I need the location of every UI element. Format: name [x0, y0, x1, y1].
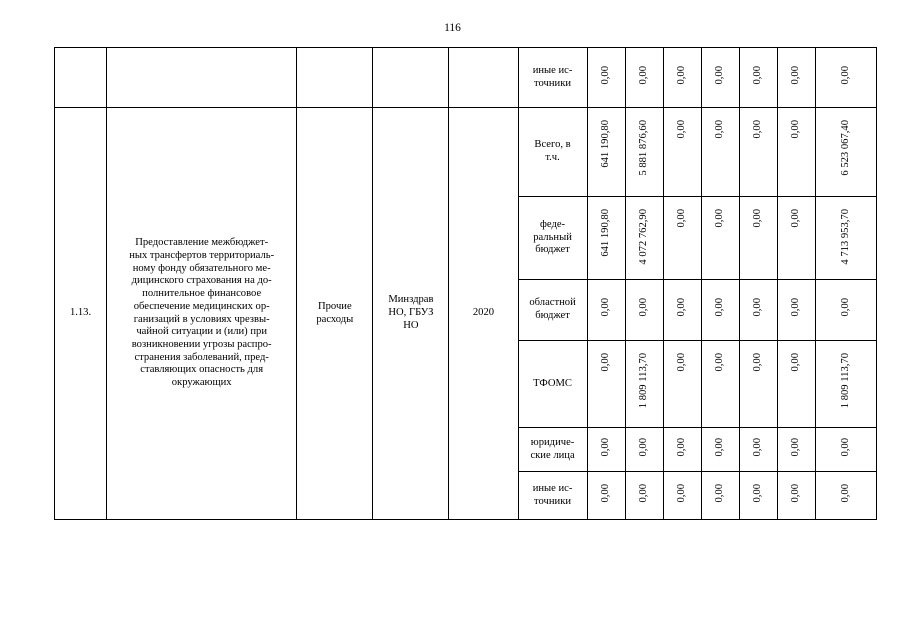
- value-cell-text: 0,00: [637, 65, 649, 85]
- expense-type: Прочие расходы: [297, 108, 373, 520]
- value-cell: [625, 428, 663, 472]
- value-cell-text: 6 523 067,40: [839, 120, 851, 176]
- value-cell: [625, 108, 663, 197]
- value-cell: [739, 341, 777, 428]
- value-cell: [587, 472, 625, 520]
- value-cell: [777, 341, 815, 428]
- value-cell-text: 0,00: [637, 298, 649, 317]
- value-cell-text: 0,00: [713, 353, 725, 372]
- value-cell: [701, 108, 739, 197]
- value-cell: [739, 280, 777, 341]
- value-cell-text: 0,00: [713, 483, 725, 503]
- value-cell: [663, 108, 701, 197]
- table-row: [55, 48, 877, 108]
- table-row: [55, 108, 877, 197]
- value-cell: [625, 280, 663, 341]
- value-cell-text: 0,00: [599, 353, 611, 372]
- value-cell-text: 0,00: [789, 437, 801, 457]
- value-cell-text: 0,00: [789, 209, 801, 228]
- value-cell: [587, 197, 625, 280]
- value-cell-text: 0,00: [713, 298, 725, 317]
- source-cell: Всего, в т.ч.: [518, 108, 587, 197]
- number-cell: [55, 48, 107, 108]
- value-cell-text: 0,00: [675, 353, 687, 372]
- value-cell: [815, 341, 876, 428]
- value-cell: [815, 428, 876, 472]
- value-cell-text: 4 072 762,90: [637, 209, 649, 265]
- value-cell-text: 641 190,80: [599, 209, 611, 257]
- source-cell: феде- ральный бюджет: [518, 197, 587, 280]
- value-cell: [625, 48, 663, 108]
- value-cell-text: 0,00: [789, 353, 801, 372]
- value-cell: [815, 48, 876, 108]
- value-cell-text: 1 809 113,70: [637, 353, 649, 409]
- value-cell-text: 0,00: [713, 437, 725, 457]
- value-cell-text: 0,00: [599, 298, 611, 317]
- value-cell: [777, 48, 815, 108]
- value-cell-text: 1 809 113,70: [839, 353, 851, 409]
- value-cell-text: 0,00: [751, 483, 763, 503]
- value-cell: [663, 48, 701, 108]
- value-cell-text: 0,00: [713, 120, 725, 139]
- source-cell: иные ис- точники: [518, 472, 587, 520]
- value-cell-text: 0,00: [713, 209, 725, 228]
- value-cell: [777, 108, 815, 197]
- value-cell: [739, 472, 777, 520]
- value-cell-text: 0,00: [675, 65, 687, 85]
- value-cell-text: 0,00: [751, 120, 763, 139]
- value-cell-text: 0,00: [839, 437, 851, 457]
- value-cell-text: 4 713 953,70: [839, 209, 851, 265]
- value-cell-text: 0,00: [599, 65, 611, 85]
- value-cell-text: 0,00: [751, 298, 763, 317]
- description-cell: [107, 48, 297, 108]
- value-cell-text: 0,00: [675, 120, 687, 139]
- value-cell: [625, 197, 663, 280]
- value-cell-text: 0,00: [675, 209, 687, 228]
- value-cell: [587, 341, 625, 428]
- value-cell: [625, 472, 663, 520]
- value-cell: [701, 280, 739, 341]
- value-cell: [663, 472, 701, 520]
- value-cell: [739, 48, 777, 108]
- value-cell-text: 0,00: [751, 353, 763, 372]
- executor-cell: [373, 48, 449, 108]
- value-cell-text: 0,00: [637, 483, 649, 503]
- value-cell-text: 0,00: [839, 298, 851, 317]
- expense-type-cell: [297, 48, 373, 108]
- measure-description: Предоставление межбюджет- ных трансфертов территориаль- ному фонду обязательного ме- дицинского страхования на до- полнительное финансовое обеспечение медицинских ор- ганизаций в условиях чрезвы- чайной ситуации и (или) при возникновении угрозы распро- странения заболеваний, пред- ставляющих опасность для окружающих: [107, 108, 297, 520]
- value-cell: [663, 280, 701, 341]
- value-cell-text: 0,00: [599, 437, 611, 457]
- value-cell: [701, 428, 739, 472]
- value-cell: [815, 197, 876, 280]
- value-cell: [815, 472, 876, 520]
- value-cell-text: 0,00: [839, 483, 851, 503]
- value-cell-text: 0,00: [789, 483, 801, 503]
- value-cell-text: 0,00: [751, 437, 763, 457]
- value-cell: [739, 428, 777, 472]
- value-cell: [777, 280, 815, 341]
- value-cell: [587, 48, 625, 108]
- source-cell: ТФОМС: [518, 341, 587, 428]
- value-cell-text: 0,00: [789, 298, 801, 317]
- value-cell-text: 5 881 876,60: [637, 120, 649, 176]
- value-cell-text: 0,00: [599, 483, 611, 503]
- value-cell: [587, 280, 625, 341]
- value-cell: [815, 108, 876, 197]
- funding-table: [54, 47, 877, 520]
- source-cell: юридиче- ские лица: [518, 428, 587, 472]
- value-cell-text: 0,00: [637, 437, 649, 457]
- value-cell: [777, 428, 815, 472]
- value-cell-text: 0,00: [789, 65, 801, 85]
- row-number: 1.13.: [55, 108, 107, 520]
- value-cell-text: 0,00: [675, 483, 687, 503]
- value-cell: [701, 197, 739, 280]
- value-cell: [625, 341, 663, 428]
- value-cell-text: 641 190,80: [599, 120, 611, 168]
- value-cell: [739, 108, 777, 197]
- year: 2020: [449, 108, 518, 520]
- executor: Минздрав НО, ГБУЗ НО: [373, 108, 449, 520]
- source-cell: областной бюджет: [518, 280, 587, 341]
- value-cell: [663, 197, 701, 280]
- source-cell: иные ис- точники: [518, 48, 587, 108]
- value-cell-text: 0,00: [675, 298, 687, 317]
- value-cell: [777, 472, 815, 520]
- value-cell: [587, 428, 625, 472]
- value-cell: [701, 472, 739, 520]
- value-cell: [701, 341, 739, 428]
- value-cell-text: 0,00: [751, 65, 763, 85]
- value-cell: [663, 341, 701, 428]
- year-cell: [449, 48, 518, 108]
- value-cell: [663, 428, 701, 472]
- value-cell: [587, 108, 625, 197]
- value-cell-text: 0,00: [789, 120, 801, 139]
- value-cell: [739, 197, 777, 280]
- value-cell-text: 0,00: [713, 65, 725, 85]
- value-cell: [701, 48, 739, 108]
- value-cell-text: 0,00: [839, 65, 851, 85]
- value-cell-text: 0,00: [751, 209, 763, 228]
- page-number: 116: [444, 22, 461, 34]
- value-cell-text: 0,00: [675, 437, 687, 457]
- value-cell: [815, 280, 876, 341]
- value-cell: [777, 197, 815, 280]
